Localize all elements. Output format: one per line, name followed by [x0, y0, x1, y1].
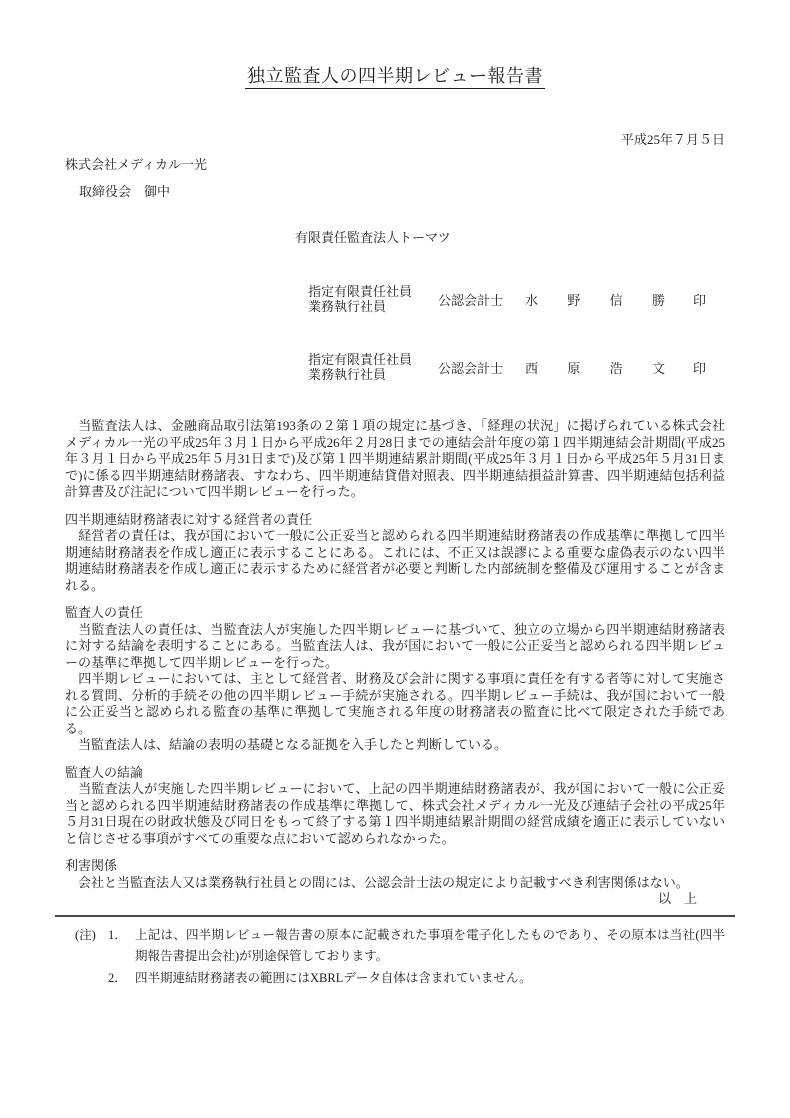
page-title-text: 独立監査人の四半期レビュー報告書	[245, 66, 545, 89]
section-heading: 監査人の責任	[65, 605, 144, 620]
section-paragraph: 当監査法人の責任は、当監査法人が実施した四半期レビューに基づいて、独立の立場から四半期連結財務諸表に対する結論を表明することにある。当監査法人は、我が国において一般に公正妥当と認められる四半期レビューの基準に準拠して四半期レビューを行った。	[65, 621, 725, 670]
addressee-board: 取締役会 御中	[79, 184, 171, 199]
note-label: (注)	[75, 927, 96, 942]
signer-name-char: 野	[567, 292, 581, 308]
note-text: 四半期連結財務諸表の範囲にはXBRLデータ自体は含まれていません。	[135, 970, 532, 985]
signer-qualification: 公認会計士	[438, 360, 504, 376]
seal-mark: 印	[693, 292, 707, 308]
note-item	[108, 968, 725, 990]
signer-role-line2: 業務執行社員	[308, 367, 387, 382]
section-heading: 四半期連結財務諸表に対する経営者の責任	[65, 511, 313, 527]
audit-firm-name: 有限責任監査法人トーマツ	[295, 230, 451, 245]
signer-name-char: 文	[652, 360, 666, 376]
note-item	[108, 925, 725, 968]
intro-paragraph: 当監査法人は、金融商品取引法第193条の２第１項の規定に基づき、「経理の状況」に掲げられている株式会社メディカル一光の平成25年３月１日から平成26年２月28日までの連結会計年度の第１四半期連結会計期間(平成25年３月１日から平成25年５月31日まで)及び第１四半期連結累計期間(平成25年３月１日から平成25年５月31日まで)に係る四半期連結財務諸表、すなわち、四半期連結貸借対照表、四半期連結損益計算書、四半期連結包括利益計算書及び注記について四半期レビューを行った。	[65, 418, 725, 499]
section-paragraph: 当監査法人が実施した四半期レビューにおいて、上記の四半期連結財務諸表が、我が国において一般に公正妥当と認められる四半期連結財務諸表の作成基準に準拠して、株式会社メディカル一光及び連結子会社の平成25年５月31日現在の財政状態及び同日をもって終了する第１四半期連結累計期間の経営成績を適正に表示していないと信じさせる事項がすべての重要な点において認められなかった。	[65, 781, 725, 846]
note-number: 2．	[108, 970, 127, 985]
section-interest-relationship	[65, 858, 725, 891]
signer-name	[525, 358, 665, 377]
section-auditor-conclusion	[65, 765, 725, 848]
signer-name-char: 西	[525, 360, 539, 376]
signer-role	[308, 284, 420, 314]
signer-role-line1: 指定有限責任社員	[308, 284, 413, 299]
signer-role	[308, 352, 420, 382]
section-heading: 監査人の結論	[65, 764, 144, 780]
note-items	[108, 925, 725, 990]
section-paragraph: 四半期レビューにおいては、主として経営者、財務及び会計に関する事項に責任を有する者等に対して実施される質問、分析的手続その他の四半期レビュー手続が実施される。四半期レビュー手続は、我が国において一般に公正妥当と認められる監査の基準に準拠して実施される年度の財務諸表の監査に比べて限定された手続である。	[65, 671, 725, 736]
closing-mark: 以 上	[657, 891, 697, 906]
section-heading: 利害関係	[65, 858, 118, 873]
page-title	[65, 64, 725, 88]
notes-block	[65, 925, 725, 990]
signer-name	[525, 290, 665, 309]
signer-name-char: 浩	[609, 360, 623, 376]
report-date: 平成25年７月５日	[620, 132, 725, 147]
signer-role-line1: 指定有限責任社員	[308, 352, 413, 367]
signer-name-char: 信	[609, 292, 623, 308]
seal-mark: 印	[693, 360, 707, 376]
note-text: 上記は、四半期レビュー報告書の原本に記載された事項を電子化したものであり、その原本は当社(四半期報告書提出会社)が別途保管しております。	[135, 927, 725, 963]
addressee-company: 株式会社メディカル一光	[65, 157, 207, 172]
section-paragraph: 当監査法人は、結論の表明の基礎となる証拠を入手したと判断している。	[65, 737, 508, 752]
signer-name-char: 勝	[652, 292, 666, 308]
note-number: 1．	[108, 927, 127, 942]
signature-row-1	[65, 284, 725, 314]
signer-name-char: 原	[567, 360, 581, 376]
section-paragraph: 経営者の責任は、我が国において一般に公正妥当と認められる四半期連結財務諸表の作成基準に準拠して四半期連結財務諸表を作成し適正に表示することにある。これには、不正又は誤謬による重要な虚偽表示のない四半期連結財務諸表を作成し適正に表示するために経営者が必要と判断した内部統制を整備及び運用することが含まれる。	[65, 528, 725, 593]
signature-row-2	[65, 352, 725, 382]
section-management-responsibility	[65, 512, 725, 595]
footer-divider	[55, 915, 735, 917]
section-auditor-responsibility	[65, 605, 725, 754]
section-paragraph: 会社と当監査法人又は業務執行社員との間には、公認会計士法の規定により記載すべき利害関係はない。	[65, 874, 689, 890]
signer-role-line2: 業務執行社員	[308, 299, 387, 314]
signer-qualification: 公認会計士	[438, 292, 504, 308]
signer-name-char: 水	[525, 292, 539, 308]
